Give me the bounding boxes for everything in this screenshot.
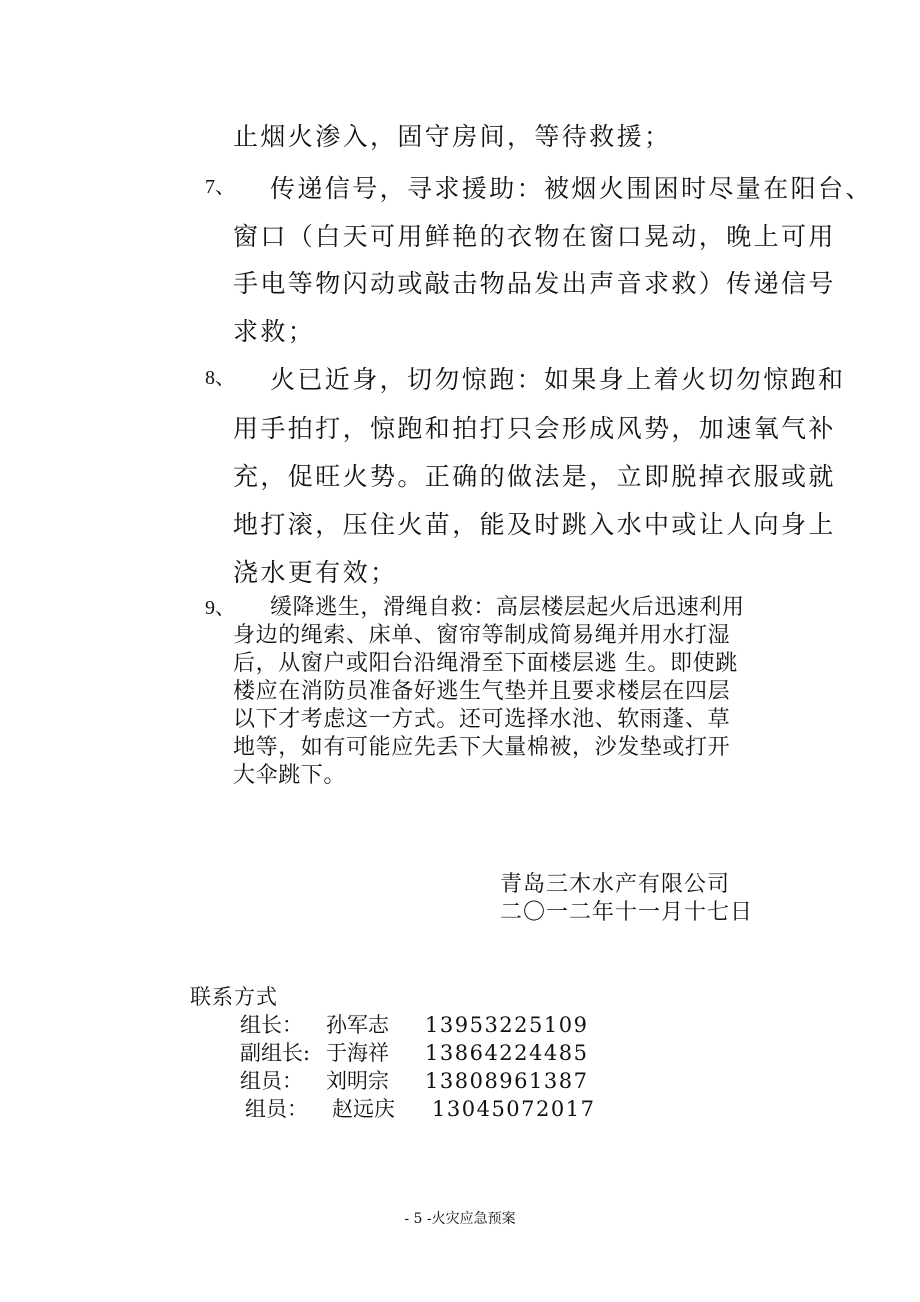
contact-name: 赵远庆 bbox=[332, 1097, 395, 1121]
item9-line-6: 地等，如有可能应先丢下大量棉被，沙发垫或打开 bbox=[233, 735, 731, 760]
item8-number: 8、 bbox=[205, 367, 235, 389]
item8-line-3: 充，促旺火势。正确的做法是，立即脱掉衣服或就 bbox=[233, 462, 836, 491]
signature-date: 二〇一二年十一月十七日 bbox=[500, 900, 754, 925]
item7-line-2: 窗口（白天可用鲜艳的衣物在窗口晃动，晚上可用 bbox=[233, 222, 836, 251]
item8-line-4: 地打滚，压住火苗，能及时跳入水中或让人向身上 bbox=[233, 510, 836, 539]
contact-name: 刘明宗 bbox=[326, 1069, 389, 1093]
page-footer: - 5 -火灾应急预案 bbox=[404, 1211, 516, 1227]
contact-role: 组员： bbox=[245, 1097, 308, 1121]
item9-line-4: 楼应在消防员准备好逃生气垫并且要求楼层在四层 bbox=[233, 679, 731, 704]
item9-line-2: 身边的绳索、床单、窗帘等制成简易绳并用水打湿 bbox=[233, 623, 731, 648]
contact-phone: 13864224485 bbox=[425, 1041, 589, 1065]
contacts-heading: 联系方式 bbox=[190, 985, 278, 1009]
item7-number: 7、 bbox=[205, 176, 235, 198]
item7-line-1: 传递信号，寻求援助：被烟火围困时尽量在阳台、 bbox=[270, 174, 873, 203]
contact-phone: 13808961387 bbox=[425, 1069, 589, 1093]
item9-line-5: 以下才考虑这一方式。还可选择水池、软雨蓬、草 bbox=[233, 707, 731, 732]
contact-name: 于海祥 bbox=[326, 1041, 389, 1065]
contact-role: 副组长: bbox=[240, 1041, 311, 1065]
contact-phone: 13045072017 bbox=[432, 1097, 596, 1121]
item7-line-3: 手电等物闪动或敲击物品发出声音求救）传递信号 bbox=[233, 269, 836, 298]
item8-line-5: 浇水更有效； bbox=[233, 558, 398, 587]
contact-phone: 13953225109 bbox=[425, 1013, 589, 1037]
item8-line-2: 用手拍打，惊跑和拍打只会形成风势，加速氧气补 bbox=[233, 414, 836, 443]
item9-number: 9、 bbox=[205, 597, 235, 619]
item8-line-1: 火已近身，切勿惊跑：如果身上着火切勿惊跑和 bbox=[270, 365, 846, 394]
item9-line-7: 大伞跳下。 bbox=[233, 763, 347, 788]
item9-line-3: 后，从窗户或阳台沿绳滑至下面楼层逃 生。即使跳 bbox=[233, 651, 738, 676]
item6-line-1: 止烟火渗入，固守房间，等待救援； bbox=[233, 122, 672, 151]
contact-role: 组长： bbox=[240, 1013, 303, 1037]
item9-line-1: 缓降逃生，滑绳自救：高层楼层起火后迅速利用 bbox=[270, 595, 745, 620]
item7-line-4: 求救； bbox=[233, 317, 316, 346]
contact-role: 组员： bbox=[240, 1069, 303, 1093]
contact-name: 孙军志 bbox=[326, 1013, 389, 1037]
signature-company: 青岛三木水产有限公司 bbox=[500, 872, 731, 897]
